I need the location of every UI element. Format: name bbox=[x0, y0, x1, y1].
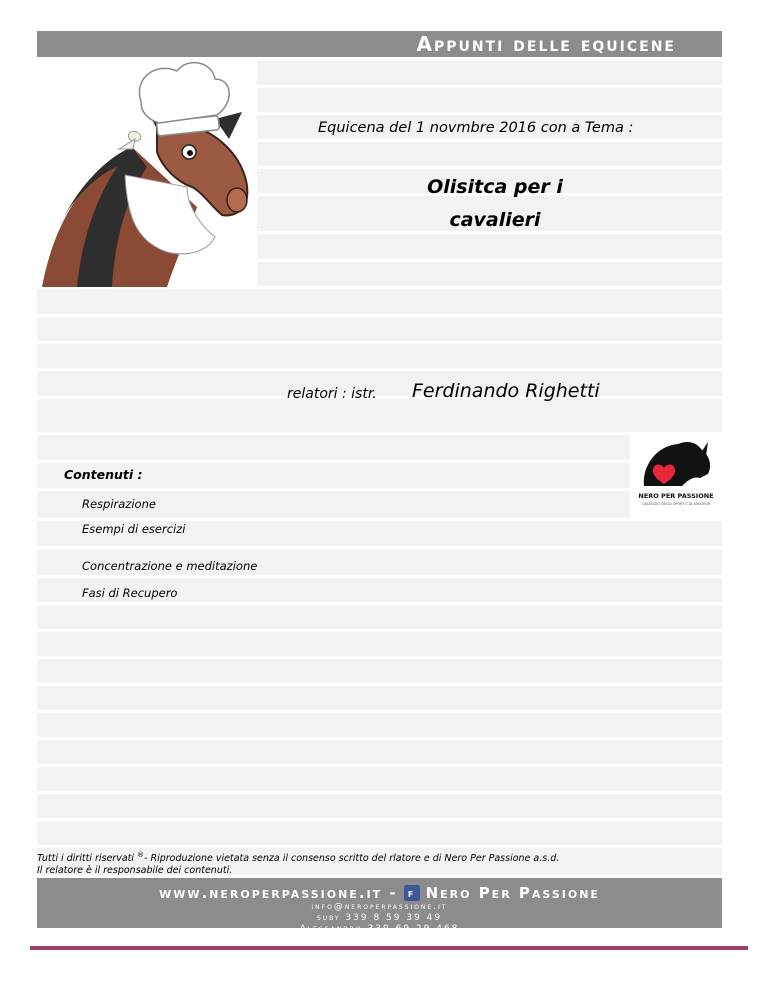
ruled-row bbox=[37, 686, 722, 710]
ruled-row bbox=[37, 435, 722, 460]
topic-line-1: Olisitca per i bbox=[427, 176, 563, 198]
website-link[interactable]: www.neroperpassione.it - bbox=[159, 884, 398, 902]
footer-email[interactable]: info@neroperpassione.it bbox=[311, 902, 448, 912]
ruled-row bbox=[37, 632, 722, 656]
bottom-accent-line bbox=[30, 946, 748, 950]
footer-phone-suby: suby 339 8 59 39 49 bbox=[316, 913, 443, 923]
contents-heading: Contenuti : bbox=[64, 467, 143, 482]
ruled-row bbox=[37, 289, 722, 314]
responsibility-text: Il relatore è il responsabile dei contenuti. bbox=[37, 865, 233, 877]
ruled-row bbox=[37, 317, 722, 341]
ruled-row bbox=[37, 821, 722, 845]
ruled-row bbox=[37, 740, 722, 764]
topic-line-2: cavalieri bbox=[449, 209, 541, 231]
ruled-row bbox=[37, 659, 722, 683]
contents-item: Concentrazione e meditazione bbox=[82, 559, 258, 573]
speaker-name: Ferdinando Righetti bbox=[412, 380, 600, 402]
logo-subtext: CASEGGIO DEGLI SPORT E DI AMATEUR bbox=[641, 502, 711, 506]
facebook-page-link[interactable]: Nero Per Passione bbox=[425, 884, 600, 902]
facebook-icon[interactable]: f bbox=[404, 885, 420, 901]
ruled-row bbox=[37, 767, 722, 791]
copyright-notice bbox=[37, 849, 559, 877]
contents-item: Respirazione bbox=[82, 497, 156, 511]
speaker-prefix: relatori : istr. bbox=[287, 386, 377, 402]
copyright-text-2: - Riproduzione vietata senza il consenso scritto del rlatore e di Nero Per Passione a.s.d. bbox=[144, 853, 560, 865]
copyright-text: Tutti i diritti riservati bbox=[37, 853, 135, 865]
chef-horse-illustration bbox=[37, 57, 257, 287]
ruled-row bbox=[37, 344, 722, 368]
registered-mark: ® bbox=[137, 851, 145, 859]
event-line: Equicena del 1 novmbre 2016 con a Tema : bbox=[318, 120, 634, 136]
footer-bar bbox=[37, 878, 722, 934]
nero-per-passione-logo bbox=[630, 434, 722, 520]
ruled-row bbox=[37, 605, 722, 629]
ruled-row bbox=[37, 399, 722, 432]
ruled-row bbox=[37, 371, 722, 396]
contents-item: Esempi di esercizi bbox=[82, 522, 186, 536]
logo-text: NERO PER PASSIONE bbox=[638, 492, 714, 500]
footer-phone-alessandro: Alessandro 339 69 29 468 bbox=[299, 924, 460, 934]
ruled-row bbox=[37, 713, 722, 737]
header-title: Appunti delle equicene bbox=[416, 32, 676, 56]
ruled-row bbox=[37, 794, 722, 818]
contents-item: Fasi di Recupero bbox=[82, 586, 178, 600]
